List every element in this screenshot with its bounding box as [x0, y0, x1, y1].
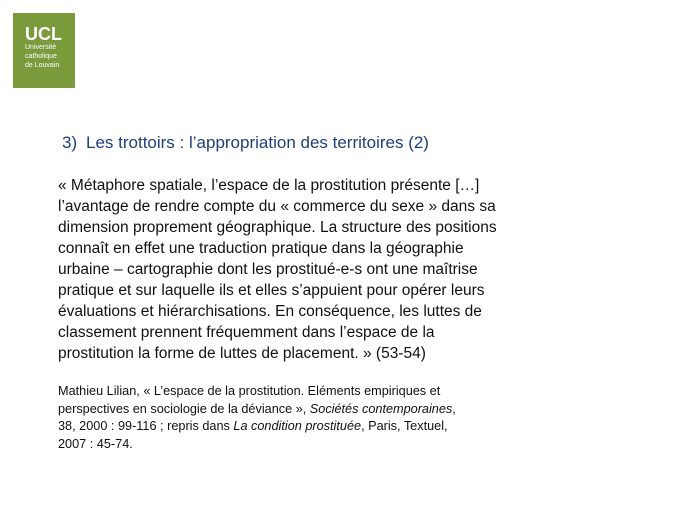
- reference-block: [58, 383, 518, 453]
- reference-line: [58, 401, 518, 419]
- quote-line: classement prennent fréquemment dans l’espace de la: [58, 324, 435, 341]
- quote-line: l’avantage de rendre compte du « commerce du sexe » dans sa: [58, 198, 496, 215]
- reference-line: 2007 : 45-74.: [58, 436, 133, 451]
- reference-line: [58, 418, 518, 436]
- quote-line: évaluations et hiérarchisations. En conséquence, les luttes de: [58, 303, 482, 320]
- slide-heading: [62, 133, 662, 153]
- heading-number: 3): [62, 133, 78, 152]
- heading-title: Les trottoirs : l’appropriation des territoires (2): [86, 133, 429, 152]
- logo-line-3: de Louvain: [25, 62, 60, 69]
- reference-text: ,: [452, 401, 456, 416]
- reference-text: perspectives en sociologie de la déviance »,: [58, 401, 310, 416]
- ucl-logo: [13, 13, 75, 88]
- quote-line: connaît en effet une traduction pratique dans la géographie: [58, 240, 464, 257]
- logo-line-1: Université: [25, 44, 57, 51]
- quote-line: urbaine – cartographie dont les prostitué-e-s ont une maîtrise: [58, 261, 478, 278]
- quote-line: prostitution la forme de luttes de placement. » (53-54): [58, 345, 426, 362]
- quote-block: [58, 175, 528, 364]
- logo-abbr: UCL: [25, 24, 62, 44]
- reference-text: 38, 2000 : 99-116 ; repris dans: [58, 419, 234, 434]
- reference-line: Mathieu Lilian, « L’espace de la prostitution. Eléments empiriques et: [58, 384, 441, 398]
- reference-text: , Paris, Textuel,: [361, 419, 448, 434]
- logo-line-2: catholique: [25, 53, 57, 60]
- quote-line: pratique et sur laquelle ils et elles s’appuient pour opérer leurs: [58, 282, 485, 299]
- quote-line: dimension proprement géographique. La structure des positions: [58, 219, 497, 236]
- quote-line: « Métaphore spatiale, l’espace de la prostitution présente […]: [58, 177, 480, 194]
- reference-journal: Sociétés contemporaines: [309, 401, 453, 416]
- reference-book: La condition prostituée: [233, 419, 362, 434]
